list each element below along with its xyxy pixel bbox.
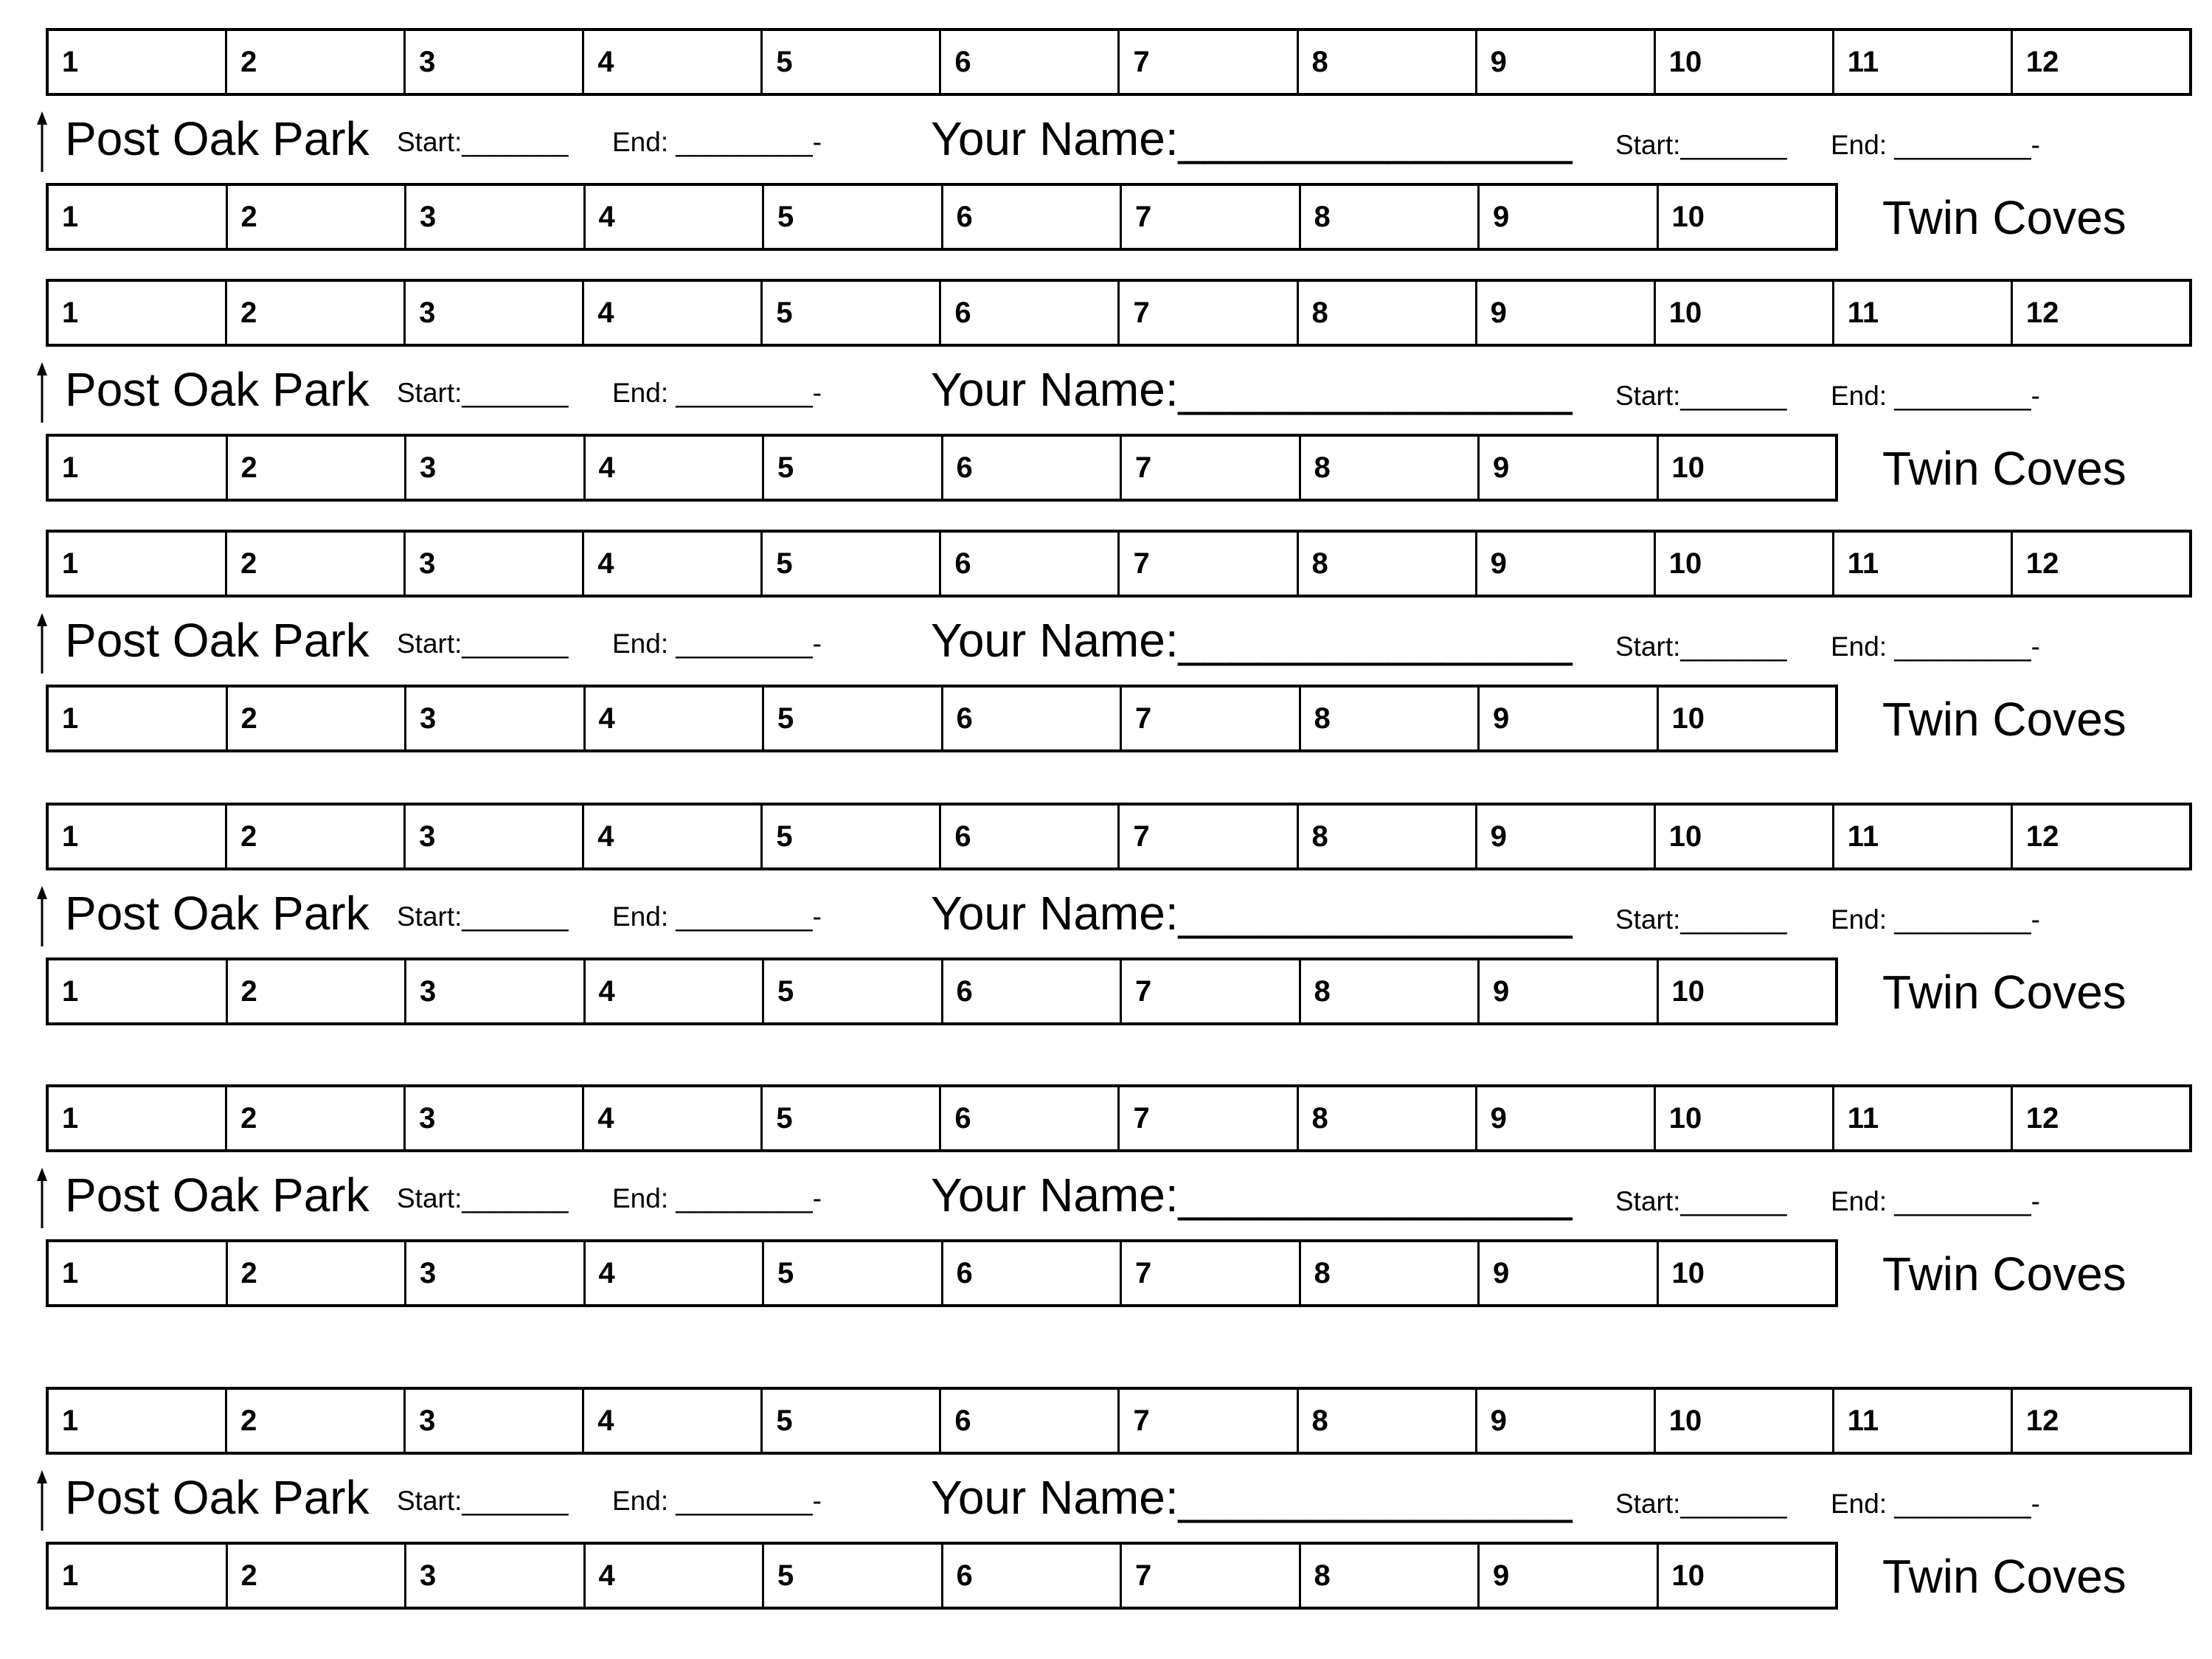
top-cell-2[interactable]: 2 bbox=[227, 282, 406, 344]
top-cell-12[interactable]: 12 bbox=[2025, 547, 2059, 580]
start-time-field[interactable]: Start:_______ bbox=[397, 1486, 569, 1516]
top-cell-10[interactable]: 10 bbox=[1656, 533, 1834, 595]
top-cell-3[interactable]: 3 bbox=[406, 282, 584, 344]
start-time-field-2[interactable]: Start:_______ bbox=[1615, 381, 1787, 411]
start-time-field[interactable]: Start:_______ bbox=[397, 127, 569, 157]
top-cell-6[interactable]: 6 bbox=[941, 282, 1120, 344]
end-time-field-2[interactable]: End: _________- bbox=[1831, 1186, 2040, 1216]
top-cell-5[interactable]: 5 bbox=[763, 282, 941, 344]
top-cell-11[interactable]: 11 bbox=[1834, 533, 2013, 595]
bottom-cell-9[interactable]: 9 bbox=[1480, 437, 1659, 499]
top-cell-12[interactable]: 12 bbox=[2025, 297, 2059, 329]
your-name-field[interactable]: Your Name:_______________ bbox=[931, 887, 1573, 940]
bottom-cell-3[interactable]: 3 bbox=[406, 437, 586, 499]
top-cell-2[interactable]: 2 bbox=[227, 31, 406, 93]
bottom-cell-7[interactable]: 7 bbox=[1122, 186, 1301, 248]
top-cell-8[interactable]: 8 bbox=[1299, 533, 1477, 595]
top-cell-9[interactable]: 9 bbox=[1477, 1390, 1656, 1452]
top-cell-7[interactable]: 7 bbox=[1120, 31, 1298, 93]
top-cell-2[interactable]: 2 bbox=[227, 1390, 406, 1452]
top-cell-7[interactable]: 7 bbox=[1120, 1087, 1298, 1149]
top-cell-8[interactable]: 8 bbox=[1299, 282, 1477, 344]
start-time-field-2[interactable]: Start:_______ bbox=[1615, 1489, 1787, 1519]
top-cell-11[interactable]: 11 bbox=[1834, 282, 2013, 344]
end-time-field[interactable]: End: _________- bbox=[612, 378, 822, 408]
bottom-cell-4[interactable]: 4 bbox=[586, 186, 765, 248]
bottom-cell-5[interactable]: 5 bbox=[764, 186, 943, 248]
top-cell-1[interactable]: 1 bbox=[49, 1087, 227, 1149]
top-cell-11[interactable]: 11 bbox=[1834, 1087, 2013, 1149]
top-cell-9[interactable]: 9 bbox=[1477, 282, 1656, 344]
top-cell-2[interactable]: 2 bbox=[227, 806, 406, 867]
top-cell-row bbox=[46, 530, 2192, 598]
start-time-field-2[interactable]: Start:_______ bbox=[1615, 904, 1787, 935]
top-cell-10[interactable]: 10 bbox=[1656, 1087, 1834, 1149]
end-time-field[interactable]: End: _________- bbox=[612, 1183, 822, 1213]
top-cell-row bbox=[46, 1084, 2192, 1152]
top-cell-6[interactable]: 6 bbox=[941, 806, 1120, 867]
bottom-cell-4[interactable]: 4 bbox=[586, 1242, 765, 1304]
top-cell-4[interactable]: 4 bbox=[584, 1087, 763, 1149]
end-place-label: Twin Coves bbox=[1882, 442, 2126, 495]
top-cell-row bbox=[46, 1387, 2192, 1455]
end-place-label: Twin Coves bbox=[1882, 966, 2126, 1019]
top-cell-12[interactable]: 12 bbox=[2025, 820, 2059, 853]
top-cell-12[interactable]: 12 bbox=[2025, 1102, 2059, 1135]
bottom-cell-6[interactable]: 6 bbox=[943, 960, 1123, 1022]
bottom-cell-6[interactable]: 6 bbox=[943, 1545, 1123, 1607]
bottom-cell-2[interactable]: 2 bbox=[228, 688, 407, 749]
end-time-field[interactable]: End: _________- bbox=[612, 1486, 822, 1516]
end-time-field-2[interactable]: End: _________- bbox=[1831, 1489, 2040, 1519]
top-cell-5[interactable]: 5 bbox=[763, 31, 941, 93]
top-cell-7[interactable]: 7 bbox=[1120, 1390, 1298, 1452]
top-cell-3[interactable]: 3 bbox=[406, 1087, 584, 1149]
top-cell-8[interactable]: 8 bbox=[1299, 1087, 1477, 1149]
labels-row bbox=[0, 1463, 2212, 1529]
top-cell-2[interactable]: 2 bbox=[227, 533, 406, 595]
bottom-cell-8[interactable]: 8 bbox=[1301, 437, 1480, 499]
bottom-cell-5[interactable]: 5 bbox=[764, 960, 943, 1022]
top-cell-4[interactable]: 4 bbox=[584, 806, 763, 867]
bottom-cell-9[interactable]: 9 bbox=[1480, 960, 1659, 1022]
bottom-cell-7[interactable]: 7 bbox=[1122, 1545, 1301, 1607]
up-arrow-icon bbox=[37, 1168, 47, 1228]
bottom-cell-6[interactable]: 6 bbox=[943, 1242, 1123, 1304]
end-time-field[interactable]: End: _________- bbox=[612, 127, 822, 157]
bottom-cell-9[interactable]: 9 bbox=[1480, 186, 1659, 248]
bottom-cell-8[interactable]: 8 bbox=[1301, 1242, 1480, 1304]
up-arrow-icon bbox=[37, 886, 47, 946]
bottom-cell-3[interactable]: 3 bbox=[406, 186, 586, 248]
bottom-cell-row bbox=[46, 1542, 1838, 1610]
bottom-cell-6[interactable]: 6 bbox=[943, 437, 1123, 499]
bottom-cell-7[interactable]: 7 bbox=[1122, 1242, 1301, 1304]
bottom-cell-4[interactable]: 4 bbox=[586, 1545, 765, 1607]
top-cell-8[interactable]: 8 bbox=[1299, 1390, 1477, 1452]
start-time-field-2[interactable]: Start:_______ bbox=[1615, 130, 1787, 160]
end-place-label: Twin Coves bbox=[1882, 1247, 2126, 1300]
end-time-field[interactable]: End: _________- bbox=[612, 901, 822, 932]
top-cell-11[interactable]: 11 bbox=[1834, 31, 2013, 93]
bottom-cell-3[interactable]: 3 bbox=[406, 688, 586, 749]
bottom-cell-5[interactable]: 5 bbox=[764, 1242, 943, 1304]
top-cell-9[interactable]: 9 bbox=[1477, 533, 1656, 595]
top-cell-4[interactable]: 4 bbox=[584, 1390, 763, 1452]
bottom-cell-5[interactable]: 5 bbox=[764, 1545, 943, 1607]
top-cell-row bbox=[46, 279, 2192, 347]
top-cell-6[interactable]: 6 bbox=[941, 1087, 1120, 1149]
bottom-cell-row bbox=[46, 183, 1838, 251]
bottom-cell-10[interactable]: 10 bbox=[1671, 201, 1705, 233]
start-place-label: Post Oak Park bbox=[65, 1168, 370, 1222]
bottom-cell-5[interactable]: 5 bbox=[764, 688, 943, 749]
top-cell-3[interactable]: 3 bbox=[406, 1390, 584, 1452]
start-time-field-2[interactable]: Start:_______ bbox=[1615, 1186, 1787, 1216]
start-time-field-2[interactable]: Start:_______ bbox=[1615, 631, 1787, 662]
bottom-cell-2[interactable]: 2 bbox=[228, 1545, 407, 1607]
bottom-cell-6[interactable]: 6 bbox=[943, 186, 1123, 248]
bottom-cell-2[interactable]: 2 bbox=[228, 437, 407, 499]
top-cell-3[interactable]: 3 bbox=[406, 533, 584, 595]
your-name-field[interactable]: Your Name:_______________ bbox=[931, 363, 1573, 416]
bottom-cell-7[interactable]: 7 bbox=[1122, 437, 1301, 499]
top-cell-8[interactable]: 8 bbox=[1299, 31, 1477, 93]
up-arrow-icon bbox=[37, 111, 47, 172]
start-time-field[interactable]: Start:_______ bbox=[397, 1183, 569, 1213]
bottom-cell-6[interactable]: 6 bbox=[943, 688, 1123, 749]
up-arrow-icon bbox=[37, 1470, 47, 1531]
top-cell-7[interactable]: 7 bbox=[1120, 533, 1298, 595]
your-name-field[interactable]: Your Name:_______________ bbox=[931, 614, 1573, 667]
bottom-cell-4[interactable]: 4 bbox=[586, 960, 765, 1022]
bottom-cell-3[interactable]: 3 bbox=[406, 1545, 586, 1607]
start-time-field[interactable]: Start:_______ bbox=[397, 628, 569, 659]
bottom-cell-2[interactable]: 2 bbox=[228, 960, 407, 1022]
bottom-cell-2[interactable]: 2 bbox=[228, 186, 407, 248]
top-cell-5[interactable]: 5 bbox=[763, 1390, 941, 1452]
labels-row bbox=[0, 355, 2212, 421]
end-time-field-2[interactable]: End: _________- bbox=[1831, 631, 2040, 662]
top-cell-9[interactable]: 9 bbox=[1477, 1087, 1656, 1149]
your-name-field[interactable]: Your Name:_______________ bbox=[931, 112, 1573, 165]
top-cell-5[interactable]: 5 bbox=[763, 806, 941, 867]
end-place-label: Twin Coves bbox=[1882, 1550, 2126, 1603]
end-place-label: Twin Coves bbox=[1882, 191, 2126, 244]
end-time-field-2[interactable]: End: _________- bbox=[1831, 904, 2040, 935]
bottom-cell-10[interactable]: 10 bbox=[1671, 1559, 1705, 1592]
top-cell-12[interactable]: 12 bbox=[2025, 46, 2059, 78]
start-place-label: Post Oak Park bbox=[65, 614, 370, 667]
top-cell-7[interactable]: 7 bbox=[1120, 282, 1298, 344]
top-cell-1[interactable]: 1 bbox=[49, 31, 227, 93]
end-time-field[interactable]: End: _________- bbox=[612, 628, 822, 659]
end-time-field-2[interactable]: End: _________- bbox=[1831, 130, 2040, 160]
top-cell-9[interactable]: 9 bbox=[1477, 31, 1656, 93]
start-time-field[interactable]: Start:_______ bbox=[397, 378, 569, 408]
bottom-cell-row bbox=[46, 434, 1838, 502]
top-cell-6[interactable]: 6 bbox=[941, 1390, 1120, 1452]
bottom-cell-7[interactable]: 7 bbox=[1122, 688, 1301, 749]
top-cell-2[interactable]: 2 bbox=[227, 1087, 406, 1149]
start-place-label: Post Oak Park bbox=[65, 363, 370, 416]
top-cell-1[interactable]: 1 bbox=[49, 282, 227, 344]
top-cell-1[interactable]: 1 bbox=[49, 806, 227, 867]
top-cell-4[interactable]: 4 bbox=[584, 533, 763, 595]
end-place-label: Twin Coves bbox=[1882, 693, 2126, 746]
top-cell-10[interactable]: 10 bbox=[1656, 806, 1834, 867]
bottom-cell-1[interactable]: 1 bbox=[49, 960, 228, 1022]
bottom-cell-10[interactable]: 10 bbox=[1671, 702, 1705, 735]
bottom-cell-1[interactable]: 1 bbox=[49, 688, 228, 749]
bottom-cell-8[interactable]: 8 bbox=[1301, 688, 1480, 749]
bottom-cell-4[interactable]: 4 bbox=[586, 688, 765, 749]
top-cell-3[interactable]: 3 bbox=[406, 31, 584, 93]
top-cell-3[interactable]: 3 bbox=[406, 806, 584, 867]
labels-row bbox=[0, 104, 2212, 170]
up-arrow-icon bbox=[37, 362, 47, 423]
top-cell-row bbox=[46, 803, 2192, 870]
top-cell-10[interactable]: 10 bbox=[1656, 1390, 1834, 1452]
bottom-cell-9[interactable]: 9 bbox=[1480, 688, 1659, 749]
bottom-cell-3[interactable]: 3 bbox=[406, 960, 586, 1022]
bottom-cell-8[interactable]: 8 bbox=[1301, 1545, 1480, 1607]
top-cell-5[interactable]: 5 bbox=[763, 533, 941, 595]
top-cell-1[interactable]: 1 bbox=[49, 1390, 227, 1452]
top-cell-7[interactable]: 7 bbox=[1120, 806, 1298, 867]
labels-row bbox=[0, 879, 2212, 945]
top-cell-10[interactable]: 10 bbox=[1656, 31, 1834, 93]
top-cell-12[interactable]: 12 bbox=[2025, 1405, 2059, 1437]
labels-row bbox=[0, 1160, 2212, 1227]
bottom-cell-4[interactable]: 4 bbox=[586, 437, 765, 499]
bottom-cell-row bbox=[46, 1239, 1838, 1307]
bottom-cell-1[interactable]: 1 bbox=[49, 437, 228, 499]
bottom-cell-row bbox=[46, 685, 1838, 752]
top-cell-11[interactable]: 11 bbox=[1834, 806, 2013, 867]
bottom-cell-10[interactable]: 10 bbox=[1671, 975, 1705, 1008]
top-cell-8[interactable]: 8 bbox=[1299, 806, 1477, 867]
your-name-field[interactable]: Your Name:_______________ bbox=[931, 1168, 1573, 1222]
labels-row bbox=[0, 606, 2212, 672]
start-time-field[interactable]: Start:_______ bbox=[397, 901, 569, 932]
bottom-cell-1[interactable]: 1 bbox=[49, 186, 228, 248]
bottom-cell-10[interactable]: 10 bbox=[1671, 1257, 1705, 1289]
bottom-cell-1[interactable]: 1 bbox=[49, 1242, 228, 1304]
top-cell-row bbox=[46, 28, 2192, 96]
bottom-cell-9[interactable]: 9 bbox=[1480, 1545, 1659, 1607]
up-arrow-icon bbox=[37, 613, 47, 673]
end-time-field-2[interactable]: End: _________- bbox=[1831, 381, 2040, 411]
start-place-label: Post Oak Park bbox=[65, 1471, 370, 1524]
top-cell-11[interactable]: 11 bbox=[1834, 1390, 2013, 1452]
top-cell-5[interactable]: 5 bbox=[763, 1087, 941, 1149]
bottom-cell-7[interactable]: 7 bbox=[1122, 960, 1301, 1022]
top-cell-10[interactable]: 10 bbox=[1656, 282, 1834, 344]
top-cell-9[interactable]: 9 bbox=[1477, 806, 1656, 867]
bottom-cell-5[interactable]: 5 bbox=[764, 437, 943, 499]
your-name-field[interactable]: Your Name:_______________ bbox=[931, 1471, 1573, 1524]
top-cell-1[interactable]: 1 bbox=[49, 533, 227, 595]
bottom-cell-2[interactable]: 2 bbox=[228, 1242, 407, 1304]
bottom-cell-3[interactable]: 3 bbox=[406, 1242, 586, 1304]
bottom-cell-10[interactable]: 10 bbox=[1671, 451, 1705, 484]
bottom-cell-1[interactable]: 1 bbox=[49, 1545, 228, 1607]
top-cell-4[interactable]: 4 bbox=[584, 31, 763, 93]
bottom-cell-row bbox=[46, 957, 1838, 1025]
bottom-cell-8[interactable]: 8 bbox=[1301, 960, 1480, 1022]
start-place-label: Post Oak Park bbox=[65, 112, 370, 165]
top-cell-4[interactable]: 4 bbox=[584, 282, 763, 344]
bottom-cell-9[interactable]: 9 bbox=[1480, 1242, 1659, 1304]
top-cell-6[interactable]: 6 bbox=[941, 31, 1120, 93]
top-cell-6[interactable]: 6 bbox=[941, 533, 1120, 595]
bottom-cell-8[interactable]: 8 bbox=[1301, 186, 1480, 248]
start-place-label: Post Oak Park bbox=[65, 887, 370, 940]
